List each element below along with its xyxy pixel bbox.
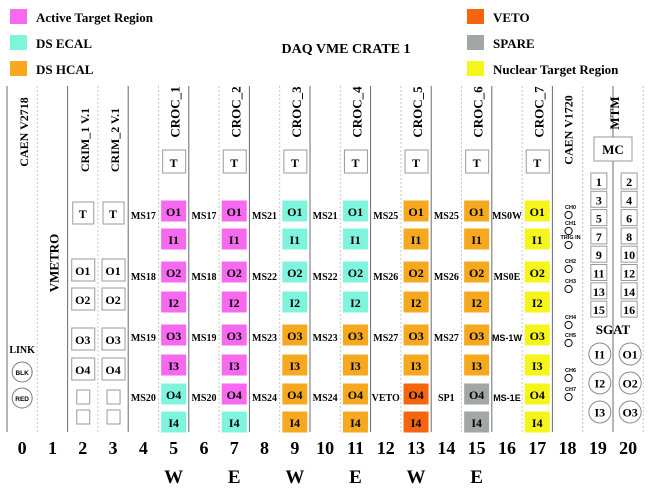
slot-number: 2 — [78, 438, 88, 458]
mtm-port-label: 10 — [623, 248, 636, 263]
legend-item-5 — [467, 35, 535, 51]
croc-port-label: I1 — [289, 233, 301, 247]
module-label: MS26 — [433, 272, 459, 283]
mtm-port-label: 6 — [626, 211, 633, 226]
croc-t-label: T — [472, 156, 481, 170]
crim-port-label: O4 — [75, 363, 91, 377]
v1720-connector — [565, 339, 572, 346]
mtm-port-label: 11 — [593, 266, 605, 281]
mtm-port-label: 5 — [595, 211, 602, 226]
crim-port-label: O2 — [105, 293, 121, 307]
croc-port-label: O4 — [408, 388, 424, 402]
croc-port-label: O2 — [529, 266, 545, 280]
croc-port-label: I4 — [289, 416, 301, 430]
module-label: MS20 — [191, 393, 217, 404]
slot-number: 20 — [619, 438, 638, 458]
slot-number: 4 — [138, 438, 148, 458]
slot-number: 16 — [497, 438, 516, 458]
mtm-port-label: 9 — [595, 248, 602, 263]
legend-swatch — [10, 35, 27, 50]
croc-port-label: I3 — [228, 359, 240, 373]
slot-number: 14 — [437, 438, 456, 458]
module-label: MS-1E — [493, 393, 521, 403]
crim-2-label: CRIM_2 V.1 — [108, 107, 123, 173]
v1720-channel-label: TRIG IN — [560, 235, 581, 241]
croc-5-label: CROC_5 — [410, 86, 426, 138]
legend-label: DS ECAL — [36, 36, 92, 51]
v1720-channel-label: CH0 — [565, 205, 577, 211]
slot-number: 12 — [376, 438, 395, 458]
crate-slots — [7, 86, 643, 433]
croc-port-label: I4 — [410, 416, 422, 430]
croc-port-label: I1 — [471, 233, 482, 247]
croc-port-label: I3 — [289, 359, 301, 373]
crim-blank-box — [107, 410, 120, 424]
croc-port-label: O1 — [287, 205, 303, 219]
legend-item-2 — [10, 35, 92, 51]
module-label: MS18 — [191, 272, 217, 283]
croc-port-label: I3 — [350, 359, 361, 373]
croc-port-label: O1 — [529, 205, 545, 219]
module-label: MS18 — [130, 272, 156, 283]
croc-port-label: I2 — [289, 296, 301, 310]
croc-port-label: O3 — [165, 329, 182, 343]
slot-number: 9 — [290, 438, 300, 458]
module-label: MS27 — [433, 333, 459, 344]
legend-swatch — [10, 9, 27, 24]
croc-port-label: O1 — [468, 205, 485, 219]
v1720-connector — [565, 321, 572, 328]
slot-numbers — [18, 438, 638, 458]
croc-port-label: I2 — [531, 296, 543, 310]
sgat-port-label: O1 — [622, 347, 638, 362]
croc-3-label: CROC_3 — [288, 86, 304, 138]
mtm-port-label: 2 — [626, 175, 633, 189]
mtm-port-label: 12 — [623, 266, 636, 281]
crim-port-label: O4 — [105, 363, 121, 377]
slot-number: 10 — [316, 438, 335, 458]
v1720-channel-label: CH4 — [565, 315, 577, 321]
v1720-connector — [565, 211, 572, 218]
v1720-connector — [565, 241, 572, 248]
module-label: MS24 — [312, 393, 338, 404]
mc-label: MC — [602, 142, 624, 157]
croc-port-label: I2 — [168, 296, 179, 310]
slot-number: 5 — [169, 438, 179, 458]
module-label: MS26 — [373, 272, 399, 283]
legend-item-6 — [467, 61, 619, 77]
v1720-connector — [565, 285, 572, 292]
slot-number: 6 — [199, 438, 209, 458]
v1720-connector — [565, 265, 572, 272]
croc-2-label: CROC_2 — [228, 86, 244, 138]
mtm-port-label: 1 — [595, 175, 602, 189]
caen-v2718-label: CAEN V2718 — [17, 97, 32, 167]
module-label: VETO — [371, 393, 400, 404]
croc-port-label: O3 — [347, 329, 364, 343]
legend-item-4 — [467, 9, 530, 25]
legend-swatch — [467, 35, 484, 50]
module-label: MS19 — [191, 333, 217, 344]
module-label: SP1 — [438, 393, 455, 404]
module-label: MS23 — [252, 333, 278, 344]
mtm-port-label: 8 — [626, 229, 633, 244]
orientation-label: E — [349, 467, 362, 488]
legend-swatch — [467, 9, 484, 24]
croc-port-label: I1 — [531, 233, 543, 247]
legend-item-3 — [10, 61, 94, 77]
slot-number: 8 — [260, 438, 270, 458]
slot-number: 1 — [47, 438, 57, 458]
legend-label: SPARE — [493, 36, 535, 51]
croc-port-label: O1 — [226, 205, 242, 219]
orientation-labels — [164, 467, 483, 488]
slot-number: 13 — [407, 438, 426, 458]
croc-port-label: I4 — [350, 416, 361, 430]
v1720-channel-label: CH1 — [565, 221, 577, 227]
module-label: MS19 — [130, 333, 156, 344]
croc-port-label: I3 — [410, 359, 422, 373]
legend-label: VETO — [493, 10, 530, 25]
link-port-label: BLK — [15, 370, 29, 377]
slot-number: 15 — [467, 438, 486, 458]
croc-port-label: O1 — [347, 205, 364, 219]
croc-port-label: I3 — [531, 359, 543, 373]
sgat-port-label: I1 — [594, 347, 606, 362]
croc-port-label: O4 — [468, 388, 485, 402]
croc-port-label: O1 — [408, 205, 424, 219]
orientation-label: E — [227, 467, 241, 488]
caen-v1720-label: CAEN V1720 — [561, 95, 576, 165]
croc-port-label: O4 — [287, 388, 303, 402]
mtm-port-label: 3 — [595, 193, 602, 208]
legend-label: Active Target Region — [36, 10, 153, 25]
slot-number: 19 — [588, 438, 607, 458]
croc-t-label: T — [169, 156, 178, 170]
mtm-label: MTM — [607, 96, 622, 130]
croc-port-label: I4 — [471, 416, 482, 430]
module-label: MS0E — [493, 272, 521, 283]
croc-port-label: I4 — [531, 416, 543, 430]
mtm-port-label: 14 — [623, 284, 636, 299]
croc-port-label: O3 — [287, 329, 303, 343]
croc-port-label: I3 — [471, 359, 482, 373]
slot-number: 0 — [17, 438, 27, 458]
sgat-port-label: O2 — [622, 376, 638, 391]
module-label: MS24 — [252, 393, 278, 404]
croc-port-label: O1 — [165, 205, 182, 219]
croc-port-label: O2 — [287, 266, 303, 280]
croc-port-label: I2 — [471, 296, 482, 310]
croc-7-label: CROC_7 — [531, 86, 547, 138]
croc-t-label: T — [290, 156, 299, 170]
sgat-label: SGAT — [595, 322, 631, 337]
croc-port-label: I2 — [410, 296, 422, 310]
mtm-port-label: 13 — [592, 284, 605, 299]
vmetro-label: VMETRO — [46, 233, 62, 293]
mtm-port-label: 4 — [626, 193, 633, 208]
slot-number: 17 — [528, 438, 547, 458]
croc-port-label: I2 — [228, 296, 240, 310]
croc-port-label: O2 — [226, 266, 242, 280]
link-label: LINK — [9, 345, 35, 356]
link-port-label: RED — [15, 396, 30, 403]
module-label: MS27 — [373, 333, 399, 344]
sgat-port-label: O3 — [622, 405, 638, 420]
croc-port-label: O2 — [347, 266, 364, 280]
croc-port-label: O3 — [529, 329, 545, 343]
croc-port-label: O4 — [347, 388, 364, 402]
crim-port-label: O1 — [75, 264, 91, 278]
crim-port-label: O3 — [105, 333, 121, 347]
crim-t-label: T — [109, 207, 118, 221]
orientation-label: W — [285, 467, 305, 488]
v1720-connector — [565, 374, 572, 381]
legend-item-1 — [10, 9, 154, 25]
slot-number: 11 — [346, 438, 364, 458]
module-label: MS21 — [252, 211, 278, 222]
croc-6-label: CROC_6 — [470, 86, 486, 138]
crim-port-label: O1 — [105, 264, 121, 278]
module-label: MS23 — [312, 333, 338, 344]
crim-blank-box — [107, 390, 120, 404]
v1720-channel-label: CH7 — [565, 387, 577, 393]
orientation-label: W — [164, 467, 184, 488]
crim-port-label: O2 — [75, 293, 91, 307]
croc-port-label: I1 — [168, 233, 179, 247]
v1720-channel-label: CH5 — [565, 333, 577, 339]
croc-port-label: O3 — [408, 329, 424, 343]
v1720-channel-label: CH2 — [565, 259, 577, 265]
module-label: MS22 — [312, 272, 338, 283]
module-label: MS17 — [130, 211, 156, 222]
crim-1-label: CRIM_1 V.1 — [77, 107, 92, 173]
mtm-port-label: 7 — [595, 229, 602, 244]
croc-t-label: T — [412, 156, 421, 170]
slot-number: 18 — [558, 438, 577, 458]
module-label: MS25 — [373, 211, 399, 222]
croc-port-label: O3 — [468, 329, 485, 343]
legend-swatch — [467, 61, 484, 76]
croc-4-label: CROC_4 — [349, 86, 365, 138]
croc-port-label: I4 — [168, 416, 179, 430]
croc-t-label: T — [351, 156, 360, 170]
legend-label: DS HCAL — [36, 62, 94, 77]
orientation-label: W — [406, 467, 426, 488]
croc-port-label: O4 — [165, 388, 182, 402]
module-label: MS21 — [312, 211, 338, 222]
module-label: MS22 — [252, 272, 278, 283]
croc-1-label: CROC_1 — [167, 86, 183, 138]
croc-port-label: O4 — [529, 388, 545, 402]
croc-port-label: O2 — [165, 266, 182, 280]
orientation-label: E — [470, 467, 483, 488]
crate-title: DAQ VME CRATE 1 — [281, 42, 411, 57]
v1720-channel-label: CH3 — [565, 279, 577, 285]
slot-number: 7 — [229, 438, 239, 458]
module-label: MS0W — [491, 211, 522, 222]
legend-swatch — [10, 61, 27, 76]
croc-port-label: O4 — [226, 388, 242, 402]
croc-port-label: I2 — [350, 296, 361, 310]
module-label: MS25 — [433, 211, 459, 222]
mtm-port-label: 15 — [592, 303, 605, 318]
module-label: MS17 — [191, 211, 217, 222]
module-label: MS-1W — [491, 333, 522, 343]
croc-port-label: O2 — [408, 266, 424, 280]
v1720-channel-label: CH6 — [565, 368, 577, 374]
croc-port-label: I1 — [228, 233, 240, 247]
sgat-port-label: I2 — [594, 376, 606, 391]
crim-port-label: O3 — [75, 333, 91, 347]
croc-port-label: O2 — [468, 266, 485, 280]
croc-t-label: T — [230, 156, 239, 170]
croc-port-label: I4 — [228, 416, 240, 430]
v1720-connector — [565, 393, 572, 400]
module-label: MS20 — [130, 393, 156, 404]
v1720-connector — [565, 227, 572, 234]
sgat-port-label: I3 — [594, 405, 606, 420]
slot-number: 3 — [108, 438, 118, 458]
crim-t-label: T — [78, 207, 87, 221]
mtm-port-label: 16 — [623, 303, 636, 318]
croc-port-label: O3 — [226, 329, 242, 343]
legend-label: Nuclear Target Region — [493, 62, 619, 77]
crim-blank-box — [77, 390, 90, 404]
crim-blank-box — [77, 410, 90, 424]
croc-t-label: T — [533, 156, 542, 170]
croc-port-label: I3 — [168, 359, 179, 373]
croc-port-label: I1 — [350, 233, 361, 247]
croc-port-label: I1 — [410, 233, 422, 247]
